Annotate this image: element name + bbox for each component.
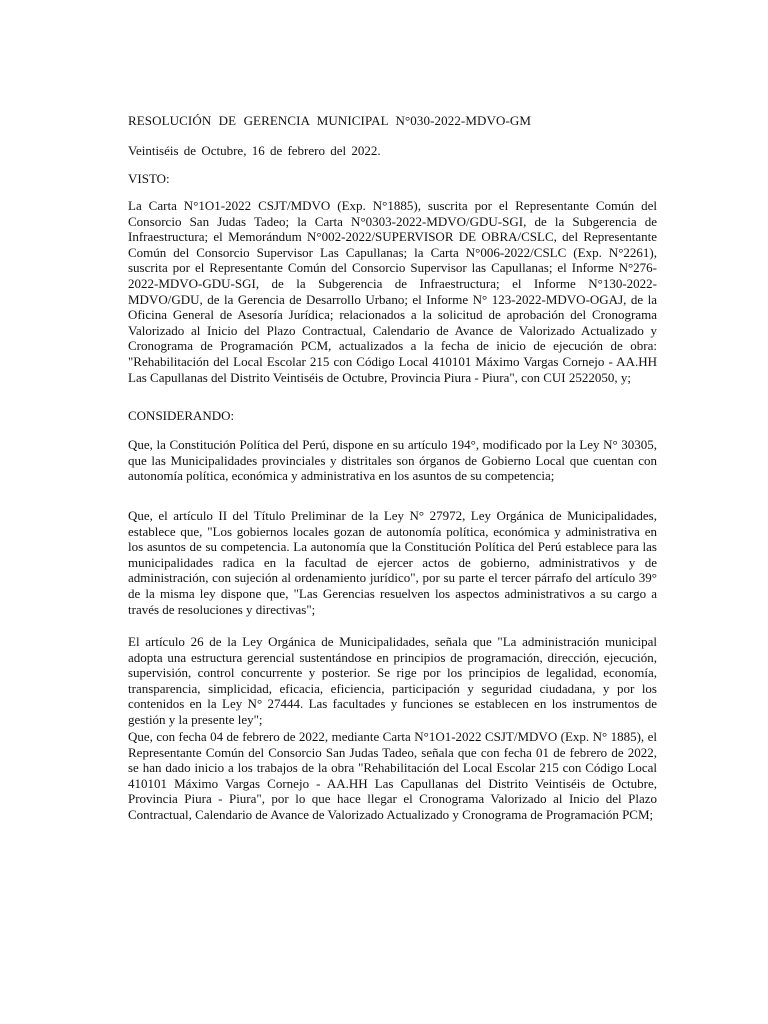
considerando-paragraph: Que, el artículo II del Título Preliminar de la Ley N° 27972, Ley Orgánica de Municipalidades, establece que, "Los gobiernos locales gozan de autonomía política, económica y administrativa en los asuntos de su competencia. La autonomía que la Constitución Política del Perú establece para las municipalidades radica en la facultad de ejercer actos de gobierno, administrativos y de administración, con sujeción al ordenamiento jurídico", por su parte el tercer párrafo del artículo 39° de la misma ley dispone que, "Las Gerencias resuelven los aspectos administrativos a su cargo a través de resoluciones y directivas"; <box>128 508 657 617</box>
considerando-heading: CONSIDERANDO: <box>128 408 235 423</box>
visto-heading: VISTO: <box>128 171 170 186</box>
visto-paragraph: La Carta N°1O1-2022 CSJT/MDVO (Exp. N°1885), suscrita por el Representante Común del Consorcio San Judas Tadeo; la Carta N°0303-2022-MDVO/GDU-SGI, de la Subgerencia de Infraestructura; el Memorándum N°002-2022/SUPERVISOR DE OBRA/CSLC, del Representante Común del Consorcio Supervisor Las Capullanas; la Carta N°006-2022/CSLC (Exp. N°2261), suscrita por el Representante Común del Consorcio Supervisor las Capullanas; el Informe N°276-2022-MDVO-GDU-SGI, de la Subgerencia de Infraestructura; el Informe N°130-2022-MDVO/GDU, de la Gerencia de Desarrollo Urbano; el Informe N° 123-2022-MDVO-OGAJ, de la Oficina General de Asesoría Jurídica; relacionados a la solicitud de aprobación del Cronograma Valorizado al Inicio del Plazo Contractual, Calendario de Avance de Valorizado Actualizado y Cronograma de Programación PCM, actualizados a la fecha de inicio de ejecución de obra: "Rehabilitación del Local Escolar 215 con Código Local 410101 Máximo Vargas Cornejo - AA.HH Las Capullanas del Distrito Veintiséis de Octubre, Provincia Piura - Piura", con CUI 2522050, y; <box>128 198 657 385</box>
considerando-paragraph: Que, la Constitución Política del Perú, dispone en su artículo 194°, modificado por la Ley N° 30305, que las Municipalidades provinciales y distritales son órganos de Gobierno Local que cuentan con autonomía política, económica y administrativa en los asuntos de su competencia; <box>128 437 657 484</box>
considerando-paragraph: El artículo 26 de la Ley Orgánica de Municipalidades, señala que "La administración municipal adopta una estructura gerencial sustentándose en principios de programación, dirección, ejecución, supervisión, control concurrente y posterior. Se rige por los principios de legalidad, economía, transparencia, simplicidad, eficacia, eficiencia, participación y seguridad ciudadana, y por los contenidos en la Ley N° 27444. Las facultades y funciones se establecen en los instrumentos de gestión y la presente ley"; <box>128 634 657 727</box>
considerando-paragraph: Que, con fecha 04 de febrero de 2022, mediante Carta N°1O1-2022 CSJT/MDVO (Exp. N° 1885), el Representante Común del Consorcio San Judas Tadeo, señala que con fecha 01 de febrero de 2022, se han dado inicio a los trabajos de la obra "Rehabilitación del Local Escolar 215 con Código Local 410101 Máximo Vargas Cornejo - AA.HH Las Capullanas del Distrito Veintiséis de Octubre, Provincia Piura - Piura", por lo que hace llegar el Cronograma Valorizado al Inicio del Plazo Contractual, Calendario de Avance de Valorizado Actualizado y Cronograma de Programación PCM; <box>128 729 657 822</box>
date-line: Veintiséis de Octubre, 16 de febrero del 2022. <box>128 143 381 158</box>
resolution-title: RESOLUCIÓN DE GERENCIA MUNICIPAL N°030-2022-MDVO-GM <box>128 113 532 128</box>
